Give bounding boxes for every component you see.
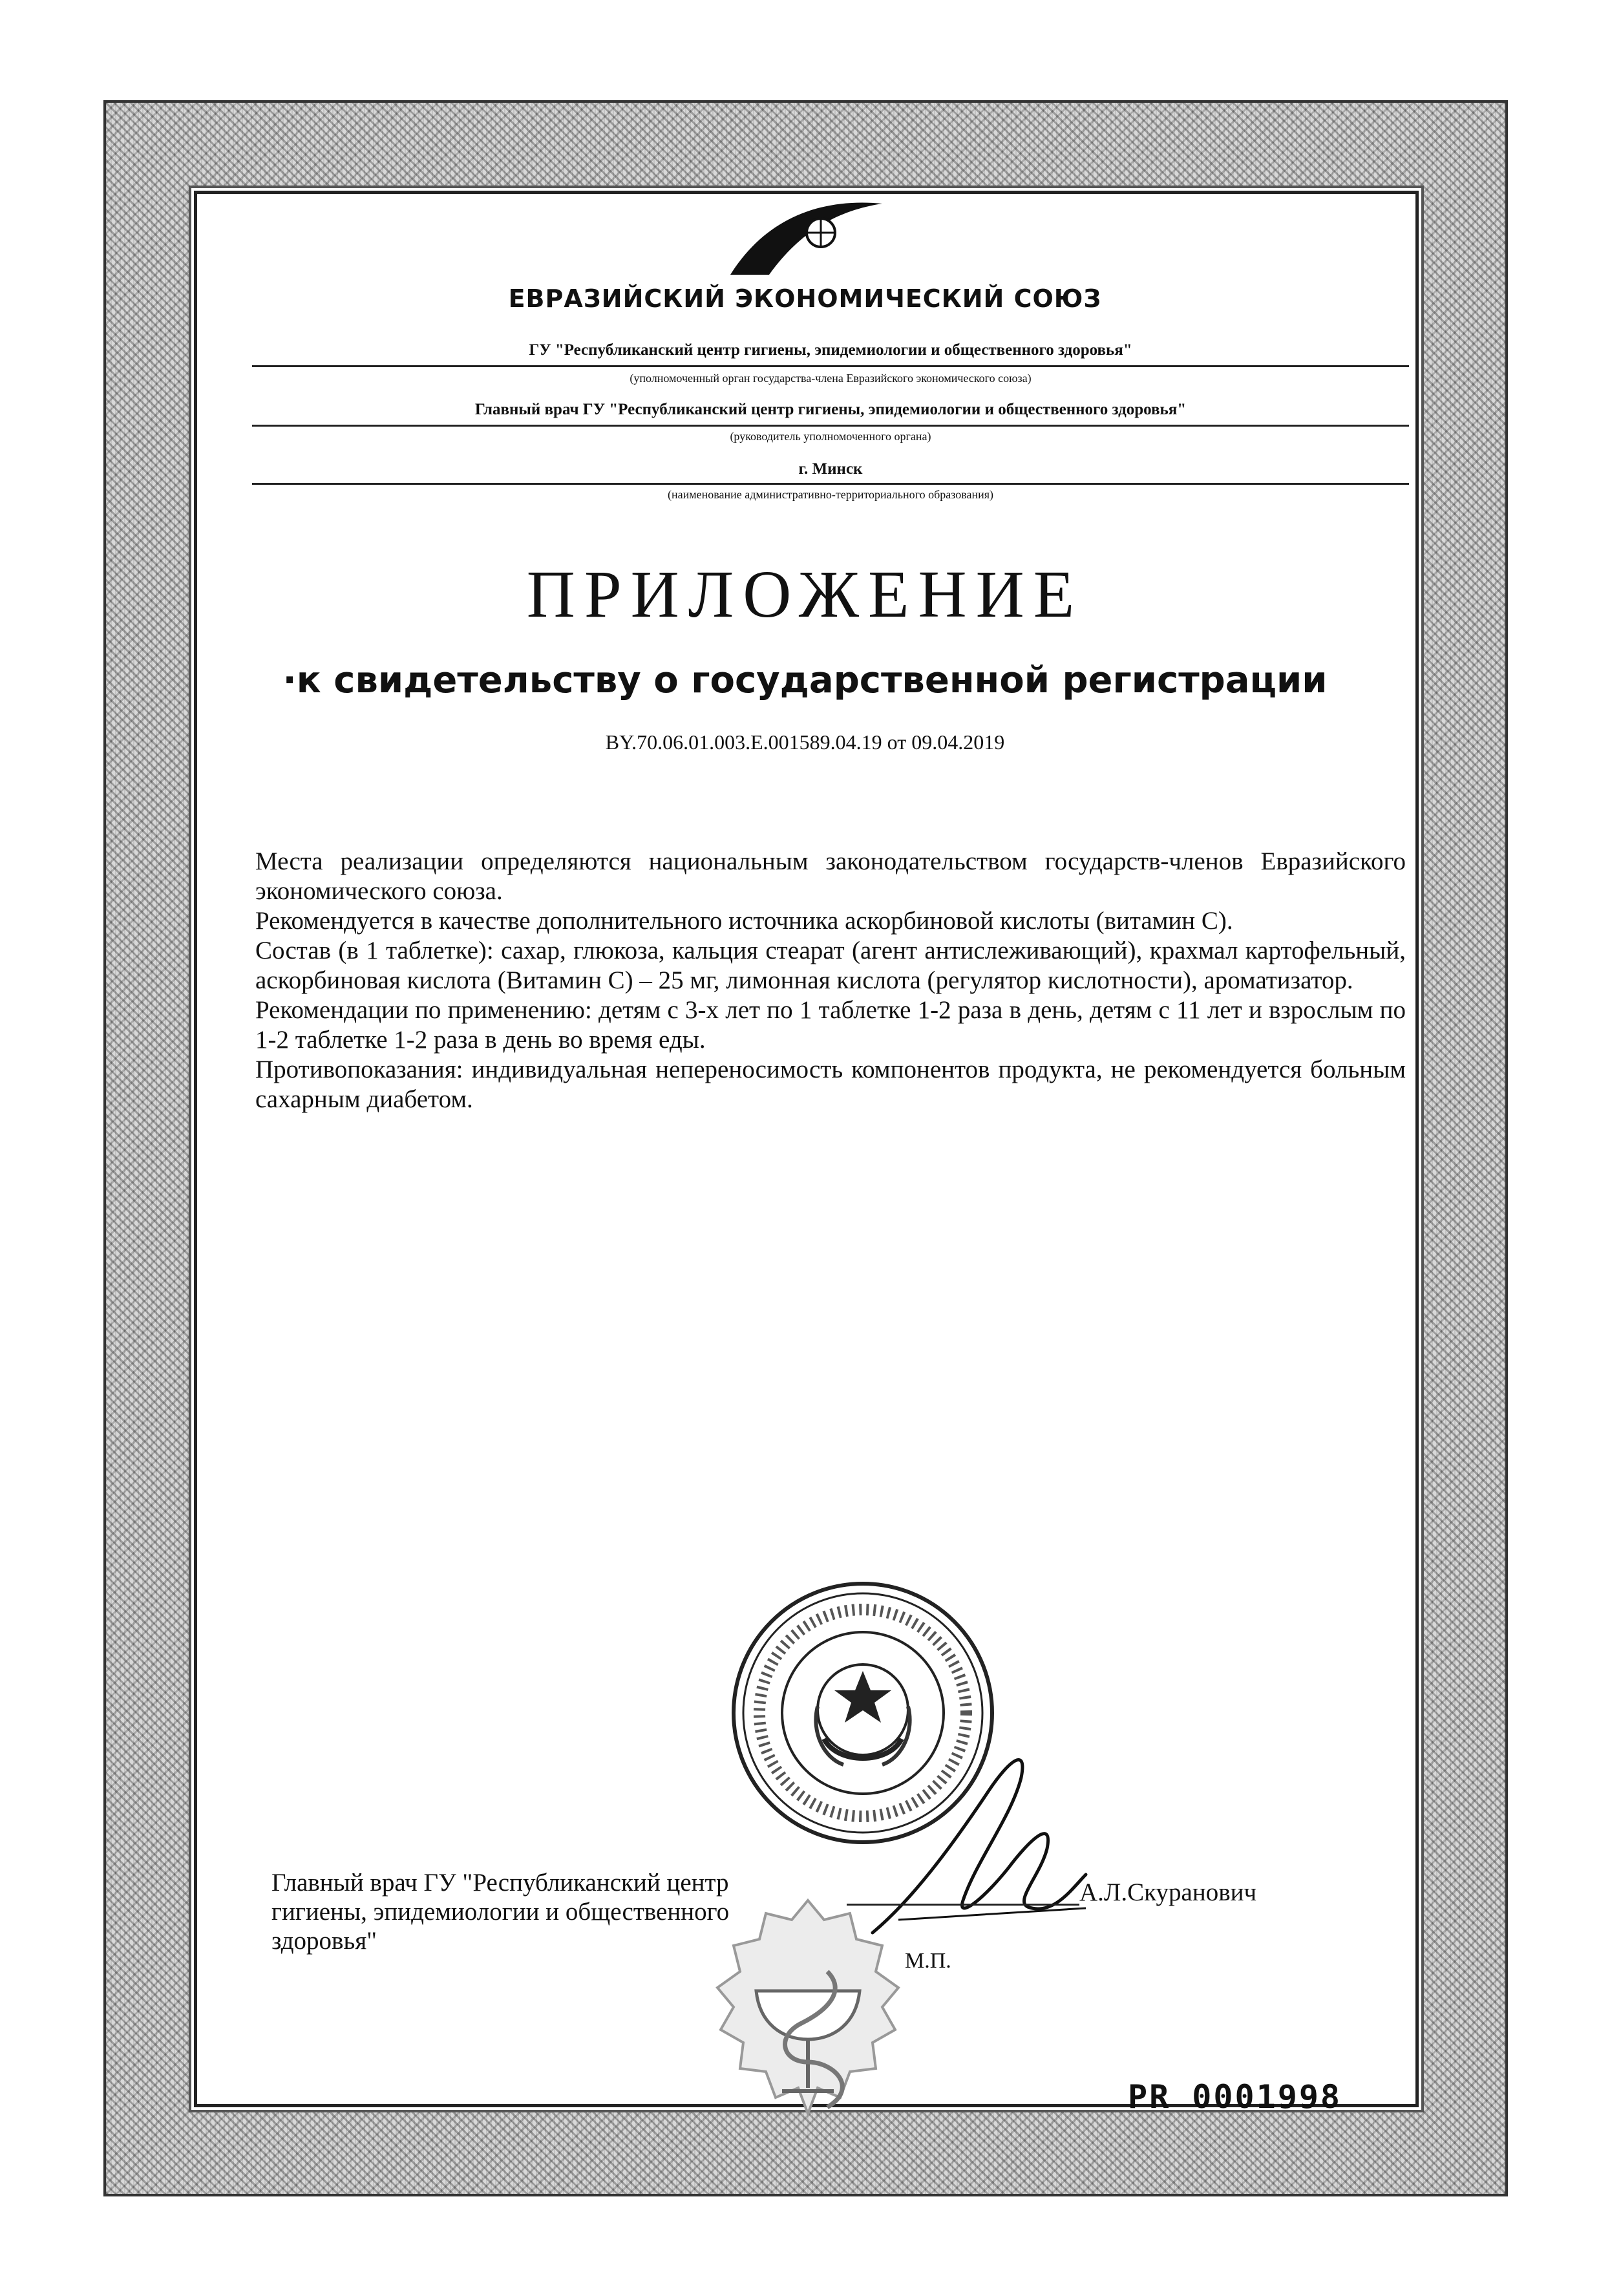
city-caption: (наименование административно-территориального образования)	[667, 488, 994, 501]
head-rule	[252, 425, 1409, 427]
eaeu-logo-icon	[724, 197, 892, 281]
paragraph-composition: Состав (в 1 таблетке): сахар, глюкоза, кальция стеарат (агент антислеживающий), крахмал картофельный, аскорбиновая кислота (Витамин С) – 25 мг, лимонная кислота (регулятор кислотности), ароматизатор.	[255, 937, 1406, 994]
paragraph-sales: Места реализации определяются национальным законодательством государств-членов Евразийского экономического союза.	[255, 847, 1406, 905]
union-name: ЕВРАЗИЙСКИЙ ЭКОНОМИЧЕСКИЙ СОЮЗ	[508, 284, 1102, 313]
authority-name: ГУ "Республиканский центр гигиены, эпидемиологии и общественного здоровья"	[529, 341, 1132, 359]
city: г. Минск	[798, 460, 863, 478]
signatory-title: Главный врач ГУ "Республиканский центр гигиены, эпидемиологии и общественного здоровья"	[271, 1869, 730, 1955]
paragraph-recommendation: Рекомендуется в качестве дополнительного источника аскорбиновой кислоты (витамин С).	[255, 907, 1233, 935]
page-subtitle: ·к свидетельству о государственной регистрации	[282, 659, 1328, 701]
stamp-mark: М.П.	[905, 1949, 951, 1973]
paragraph-contraindications: Противопоказания: индивидуальная непереносимость компонентов продукта, не рекомендуется больным сахарным диабетом.	[255, 1056, 1406, 1113]
body-text	[255, 847, 1406, 1114]
city-rule	[252, 483, 1409, 485]
hygieia-emblem-icon	[666, 1894, 950, 2152]
authority-rule	[252, 365, 1409, 367]
signatory-name: А.Л.Скуранович	[1079, 1878, 1257, 1906]
registration-number: BY.70.06.01.003.Е.001589.04.19 от 09.04.2019	[605, 730, 1005, 754]
head-caption: (руководитель уполномоченного органа)	[730, 430, 931, 443]
paragraph-usage: Рекомендации по применению: детям с 3-х лет по 1 таблетке 1-2 раза в день, детям с 11 лет и взрослым по 1-2 таблетке 1-2 раза в день во время еды.	[255, 996, 1406, 1054]
head-name: Главный врач ГУ "Республиканский центр гигиены, эпидемиологии и общественного здоровья"	[474, 401, 1187, 418]
page-title: ПРИЛОЖЕНИЕ	[526, 557, 1084, 632]
serial-number: PR 0001998	[1128, 2078, 1342, 2116]
authority-caption: (уполномоченный орган государства-члена Евразийского экономического союза)	[630, 372, 1032, 385]
